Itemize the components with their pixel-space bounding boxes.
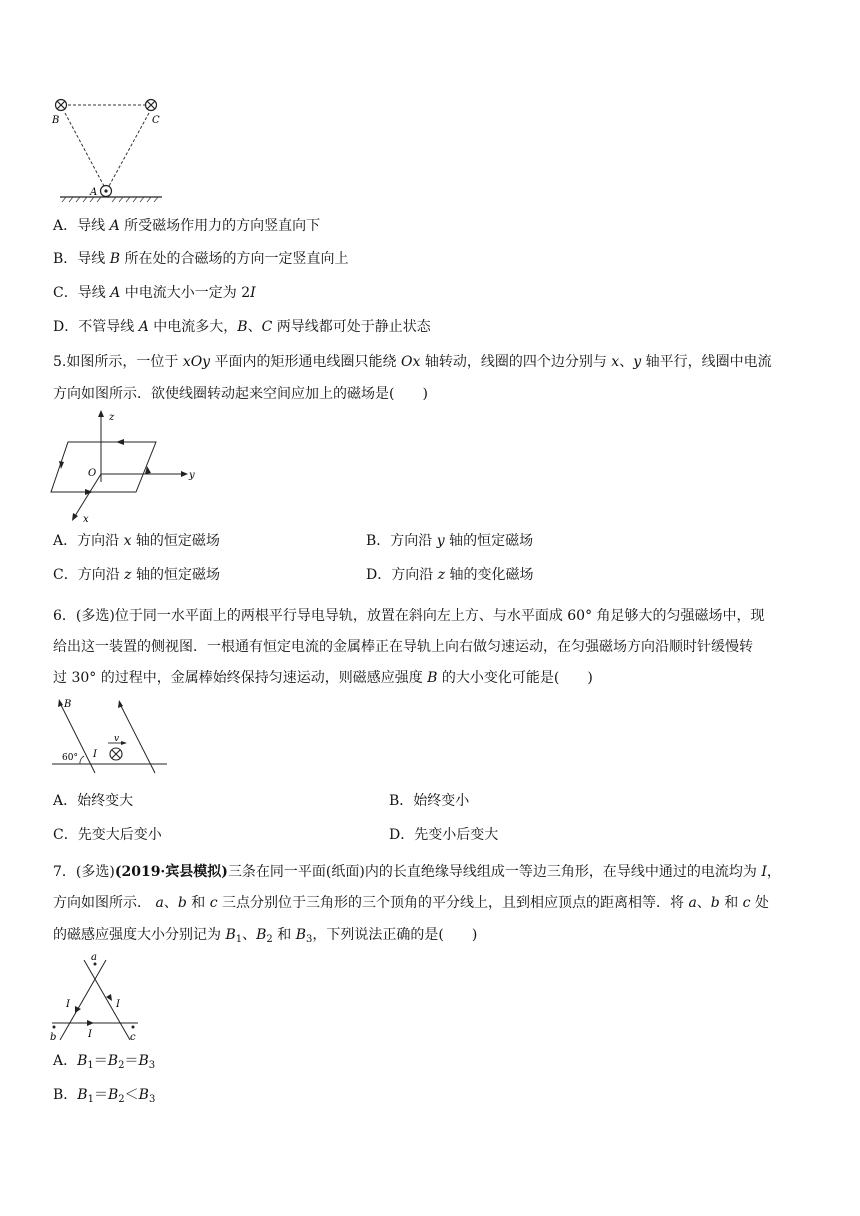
label-current: I	[93, 749, 97, 760]
wire-b-into-page-icon	[56, 100, 67, 111]
axis-label-y: y	[189, 470, 195, 481]
q5-stem-line2: 方向如图所示．欲使线圈转动起来空间应加上的磁场是( )	[53, 386, 428, 402]
figure-three-wires	[50, 96, 170, 204]
label-point-b: b	[50, 1032, 57, 1043]
label-a: A	[90, 187, 98, 198]
q7-option-a[interactable]: A．$B_1=B_2=B_3$	[53, 1053, 156, 1071]
label-current-left: I	[66, 999, 70, 1010]
q6-option-b[interactable]: B．始终变小	[389, 793, 470, 809]
figure-triangle-wires	[48, 952, 143, 1044]
q4-option-a[interactable]: A．导线 A 所受磁场作用力的方向竖直向下	[53, 218, 321, 234]
q7-stem-prefix: 7．(多选)	[53, 864, 115, 880]
q6-option-d[interactable]: D．先变小后变大	[389, 827, 499, 843]
q6-stem-line1: 6．(多选)位于同一水平面上的两根平行导电导轨，放置在斜向左上方、与水平面成 60° 角足够大的匀强磁场中，现	[53, 608, 765, 624]
q6-option-a[interactable]: A．始终变大	[53, 793, 134, 809]
q5-option-a[interactable]: A．方向沿 x 轴的恒定磁场	[53, 533, 220, 549]
label-point-c: c	[130, 1032, 136, 1043]
axis-label-z: z	[109, 412, 115, 423]
q5-option-b[interactable]: B．方向沿 y 轴的恒定磁场	[366, 533, 534, 549]
q6-option-c[interactable]: C．先变大后变小	[53, 827, 162, 843]
label-b: B	[52, 115, 60, 126]
q5-stem-line1: 5.如图所示，一位于 xOy 平面内的矩形通电线圈只能绕 Ox 轴转动，线圈的四个边分别与 x、y 轴平行，线圈中电流	[53, 354, 772, 370]
q7-stem-line3: 的磁感应强度大小分别记为 $B_1$、$B_2$ 和 $B_3$，下列说法正确的是( )	[53, 927, 478, 945]
q7-stem-line1: 7．(多选)(2019·宾县模拟)三条在同一平面(纸面)内的长直绝缘导线组成一等边三角形，在导线中通过的电流均为 I，	[53, 864, 781, 880]
axis-label-x: x	[83, 514, 89, 525]
figure-coil-axes	[48, 408, 203, 528]
q6-stem-line2: 给出这一装置的侧视图．一根通有恒定电流的金属棒正在导轨上向右做匀速运动，在匀强磁场方向沿顺时针缓慢转	[53, 639, 753, 655]
label-point-a: a	[91, 952, 97, 963]
q6-stem-line3: 过 30° 的过程中，金属棒始终保持匀速运动，则磁感应强度 B 的大小变化可能是( )	[53, 670, 593, 686]
wire-c-into-page-icon	[146, 100, 157, 111]
axis-label-o: O	[88, 468, 97, 479]
figure-rails-field	[50, 696, 170, 778]
current-into-page-icon	[110, 748, 122, 760]
q4-option-d[interactable]: D．不管导线 A 中电流多大，B、C 两导线都可处于静止状态	[53, 319, 431, 335]
q5-option-d[interactable]: D．方向沿 z 轴的变化磁场	[366, 567, 534, 583]
label-angle: 60°	[62, 753, 78, 763]
q7-option-b[interactable]: B．$B_1=B_2<B_3$	[53, 1087, 156, 1105]
label-field-b: B	[64, 699, 72, 710]
q4-option-c[interactable]: C．导线 A 中电流大小一定为 2I	[53, 285, 256, 301]
label-current-bottom: I	[88, 1029, 92, 1040]
q4-option-b[interactable]: B．导线 B 所在处的合磁场的方向一定竖直向上	[53, 251, 349, 267]
wire-a-out-of-page-icon	[101, 186, 112, 197]
q7-source: (2019·宾县模拟)	[114, 864, 228, 880]
q7-stem-line2: 方向如图所示． a、b 和 c 三点分别位于三角形的三个顶角的平分线上，且到相应顶点的距离相等．将 a、b 和 c 处	[53, 895, 769, 911]
label-velocity: v	[114, 734, 120, 744]
q5-option-c[interactable]: C．方向沿 z 轴的恒定磁场	[53, 567, 221, 583]
label-c: C	[152, 115, 160, 126]
label-current-right: I	[116, 999, 120, 1010]
